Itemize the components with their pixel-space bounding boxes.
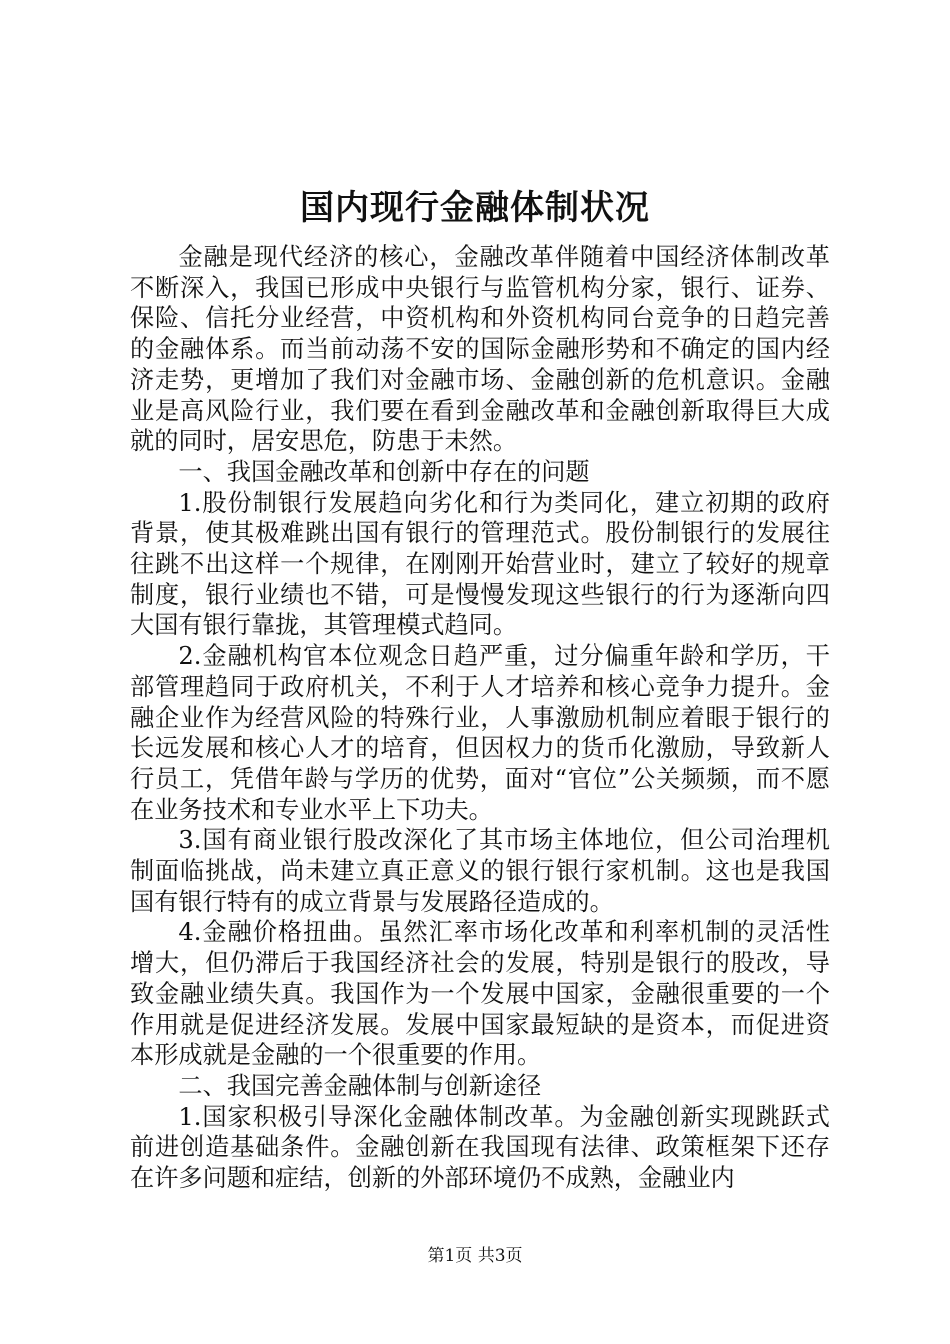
paragraph-problem-2: 2.金融机构官本位观念日趋严重，过分偏重年龄和学历，干部管理趋同于政府机关，不利于人才培养和核心竞争力提升。金融企业作为经营风险的特殊行业，人事激励机制应着眼于银行的长远发展和核心人才的培育，但因权力的货币化激励，导致新人行员工，凭借年龄与学历的优势，面对“官位”公关频频，而不愿在业务技术和专业水平上下功夫。 [130, 642, 830, 824]
document-body [130, 242, 830, 1194]
paragraph-problem-4: 4.金融价格扭曲。虽然汇率市场化改革和利率机制的灵活性增大，但仍滞后于我国经济社会的发展，特别是银行的股改，导致金融业绩失真。我国作为一个发展中国家，金融很重要的一个作用就是促进经济发展。发展中国家最短缺的是资本，而促进资本形成就是金融的一个很重要的作用。 [130, 918, 830, 1070]
paragraph-solution-1: 1.国家积极引导深化金融体制改革。为金融创新实现跳跃式前进创造基础条件。金融创新在我国现有法律、政策框架下还存在许多问题和症结，创新的外部环境仍不成熟，金融业内 [130, 1102, 830, 1193]
section-heading-solutions: 二、我国完善金融体制与创新途径 [178, 1071, 542, 1100]
section-heading-problems: 一、我国金融改革和创新中存在的问题 [178, 457, 590, 486]
paragraph-problem-3: 3.国有商业银行股改深化了其市场主体地位，但公司治理机制面临挑战，尚未建立真正意义的银行银行家机制。这也是我国国有银行特有的成立背景与发展路径造成的。 [130, 826, 830, 916]
paragraph-intro: 金融是现代经济的核心，金融改革伴随着中国经济体制改革不断深入，我国已形成中央银行与监管机构分家，银行、证券、保险、信托分业经营，中资机构和外资机构同台竞争的日趋完善的金融体系。而当前动荡不安的国际金融形势和不确定的国内经济走势，更增加了我们对金融市场、金融创新的危机意识。金融业是高风险行业，我们要在看到金融改革和金融创新取得巨大成就的同时，居安思危，防患于未然。 [130, 243, 830, 456]
document-title: 国内现行金融体制状况 [300, 188, 650, 228]
paragraph-problem-1: 1.股份制银行发展趋向劣化和行为类同化，建立初期的政府背景，使其极难跳出国有银行的管理范式。股份制银行的发展往往跳不出这样一个规律，在刚刚开始营业时，建立了较好的规章制度，银行业绩也不错，可是慢慢发现这些银行的行为逐渐向四大国有银行靠拢，其管理模式趋同。 [130, 488, 830, 640]
page-footer: 第1页 共3页 [427, 1246, 523, 1266]
